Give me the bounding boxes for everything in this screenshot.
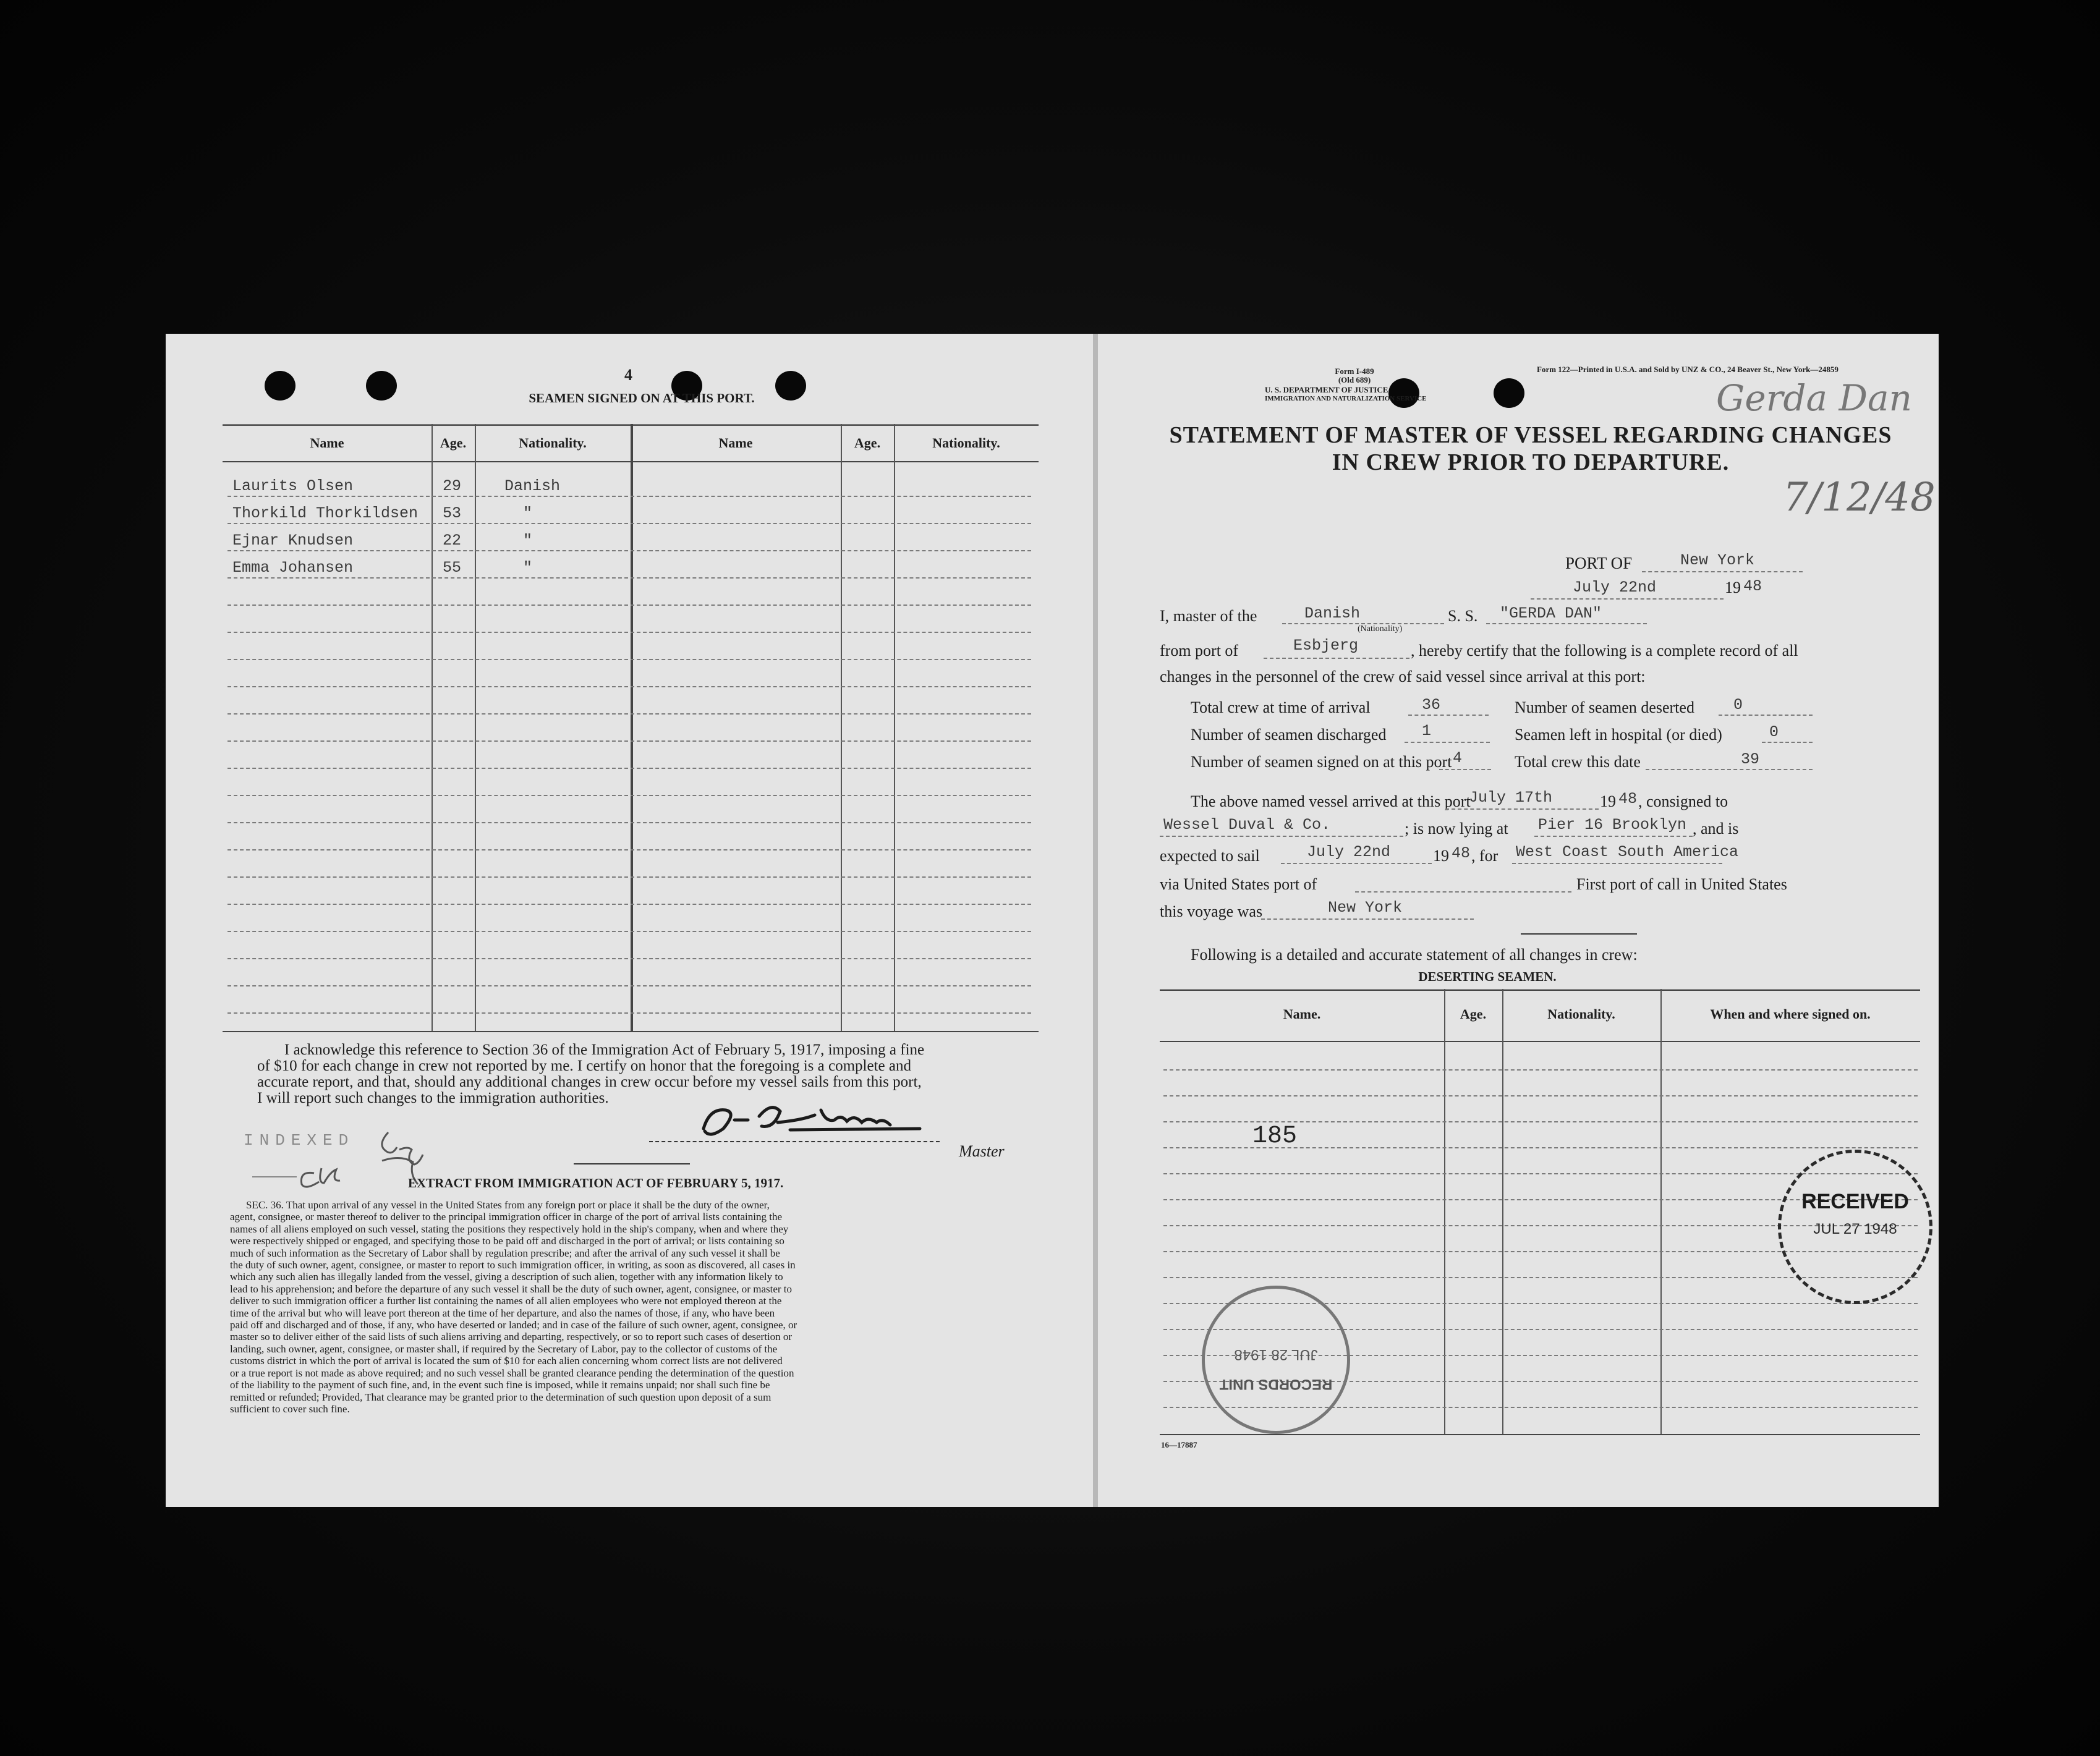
- acknowledgement-line: accurate report, and that, should any additional changes in crew occur before my vessel sails from this port,: [257, 1074, 922, 1090]
- deserted-label: Number of seamen deserted: [1515, 698, 1694, 716]
- row-rule: [227, 632, 1031, 633]
- total-crew-arrival-label: Total crew at time of arrival: [1191, 698, 1371, 716]
- page-fold: [1093, 334, 1098, 1507]
- and-is-label: , and is: [1693, 820, 1739, 838]
- acknowledgement-line: I acknowledge this reference to Section 36 of the Immigration Act of February 5, 1917, imposing a fine: [284, 1041, 925, 1058]
- column-divider: [1444, 989, 1445, 1434]
- column-divider: [894, 424, 895, 1031]
- destination-value: West Coast South America: [1516, 843, 1739, 861]
- fill-line: [1261, 918, 1474, 920]
- fill-line: [1531, 598, 1724, 600]
- section-rule: [1521, 933, 1637, 935]
- row-rule: [227, 985, 1031, 986]
- seaman-nationality: Danish: [504, 477, 561, 495]
- extract-line: paid off and discharged and of those, if any, who have deserted or landed; and in case of the failure of such owner, agent, consignee, or: [230, 1319, 797, 1331]
- column-divider: [1660, 989, 1662, 1434]
- punch-hole: [265, 371, 295, 401]
- arrived-label: The above named vessel arrived at this port: [1191, 792, 1471, 810]
- vessel-value: "GERDA DAN": [1500, 604, 1602, 622]
- form-block: [1302, 367, 1407, 384]
- extract-line: the duty of such owner, agent, consignee, or master to report to such immigration officer, in writing, as soon as discovered, all cases in: [230, 1259, 796, 1271]
- column-divider: [475, 424, 476, 1031]
- seaman-age: 22: [443, 532, 462, 549]
- row-rule: [227, 740, 1031, 742]
- row-rule: [227, 713, 1031, 715]
- row-rule: [227, 822, 1031, 823]
- row-rule: [227, 604, 1031, 606]
- stamped-number: 185: [1252, 1122, 1298, 1150]
- extract-line: or a true report is not made as above required; and no such vessel shall be granted clearance pending the determination of the question: [230, 1367, 794, 1379]
- indexed-stamp: INDEXED: [244, 1131, 355, 1150]
- acknowledgement-line: of $10 for each change in crew not reported by me. I certify on honor that the foregoing is a complete and: [257, 1058, 911, 1074]
- voyage-value: New York: [1328, 899, 1403, 917]
- row-rule: [227, 904, 1031, 905]
- total-today-label: Total crew this date: [1515, 753, 1641, 771]
- deserting-title: DESERTING SEAMEN.: [1418, 969, 1557, 984]
- fill-line: [1486, 623, 1647, 624]
- seaman-name: Emma Johansen: [232, 559, 354, 577]
- seaman-age: 29: [443, 477, 462, 495]
- fill-line: [1642, 571, 1803, 572]
- deserted-value: 0: [1733, 696, 1743, 714]
- row-rule: [227, 496, 1031, 497]
- hospital-value: 0: [1769, 723, 1779, 741]
- column-header-age: Age.: [440, 435, 467, 451]
- received-stamp-date: JUL 27 1948: [1813, 1221, 1897, 1237]
- form-number: Form I-489: [1335, 367, 1374, 376]
- page-number: 4: [624, 366, 632, 384]
- extract-line: deliver to such immigration officer a further list containing the names of all alien employees who were not employed thereon at the: [230, 1295, 782, 1307]
- column-header-age: Age.: [854, 435, 881, 451]
- extract-line: lead to his apprehension; and before the departure of any such vessel it shall be the duty of such owner, agent, consignee, or master to: [230, 1283, 793, 1295]
- fill-line: [1160, 836, 1403, 837]
- lying-label: ; is now lying at: [1405, 820, 1508, 838]
- nationality-caption: (Nationality): [1358, 624, 1403, 634]
- extract-line: landing, such owner, agent, consignee, or master shall, if required by the Secretary of Labor, pay to the collector of customs of the: [230, 1342, 778, 1355]
- via-label: via United States port of: [1160, 875, 1317, 893]
- row-rule: [227, 659, 1031, 660]
- fill-line: [1719, 715, 1813, 716]
- row-rule: [227, 768, 1031, 769]
- extract-text: [230, 1199, 797, 1415]
- nationality-value: Danish: [1304, 604, 1361, 622]
- row-rule: [227, 577, 1031, 579]
- row-rule: [227, 931, 1031, 932]
- sail-date-value: July 22nd: [1307, 843, 1391, 861]
- seaman-nationality: ": [523, 532, 533, 549]
- signed-on-value: 4: [1453, 749, 1463, 767]
- form-title: [1135, 422, 1926, 476]
- master-label: Master: [959, 1142, 1005, 1160]
- section-title: SEAMEN SIGNED ON AT THIS PORT.: [529, 391, 755, 405]
- footer-code: 16—17887: [1161, 1440, 1197, 1449]
- extract-line: sufficient to cover such fine.: [230, 1402, 350, 1415]
- title-line: STATEMENT OF MASTER OF VESSEL REGARDING CHANGES: [1169, 422, 1892, 448]
- column-header-name: Name: [718, 435, 753, 451]
- pier-value: Pier 16 Brooklyn: [1538, 816, 1687, 834]
- row-rule: [227, 550, 1031, 551]
- column-divider: [1502, 989, 1503, 1434]
- fill-line: [1405, 742, 1490, 743]
- seaman-name: Thorkild Thorkildsen: [232, 504, 419, 522]
- fill-line: [1646, 769, 1813, 770]
- row-rule: [227, 958, 1031, 959]
- row-rule: [227, 523, 1031, 524]
- extract-line: were respectively shipped or engaged, and specifying those to be paid off and discharged in the port of arrival; or lists containing so: [230, 1235, 784, 1247]
- row-rule: [227, 1012, 1031, 1014]
- received-stamp: [1778, 1150, 1932, 1304]
- agency-block: [1265, 386, 1427, 403]
- certify-text: , hereby certify that the following is a complete record of all: [1411, 642, 1798, 660]
- handwritten-date: 7/12/48: [1783, 475, 1936, 520]
- seaman-nationality: ": [523, 559, 533, 577]
- records-stamp-date: JUL 28 1948: [1234, 1346, 1318, 1363]
- column-header-nationality: Nationality.: [932, 435, 1000, 451]
- column-header-nationality: Nationality.: [1547, 1006, 1615, 1022]
- punch-hole: [366, 371, 397, 401]
- first-port-label: First port of call in United States: [1576, 875, 1787, 893]
- extract-title: EXTRACT FROM IMMIGRATION ACT OF FEBRUARY 5, 1917.: [408, 1176, 784, 1190]
- fill-line: [1355, 891, 1571, 893]
- fill-line: [1408, 715, 1489, 716]
- arrived-value: July 17th: [1469, 789, 1553, 807]
- expected-label: expected to sail: [1160, 847, 1260, 865]
- from-port-value: Esbjerg: [1293, 637, 1359, 655]
- extract-line: of the liability to the payment of such fine, and, in the event such fine is imposed, while it remains unpaid; nor shall such fine be: [230, 1379, 770, 1391]
- signed-on-label: Number of seamen signed on at this port: [1191, 753, 1452, 771]
- acknowledgement-line: I will report such changes to the immigration authorities.: [257, 1090, 609, 1106]
- year-prefix: 19: [1725, 579, 1741, 596]
- records-stamp-text: RECORDS UNIT: [1219, 1376, 1333, 1393]
- master-of-label: I, master of the: [1160, 607, 1257, 625]
- master-signature: [697, 1098, 932, 1147]
- hospital-label: Seamen left in hospital (or died): [1515, 726, 1722, 744]
- extract-line: names of all aliens employed on such vessel, stating the positions they respectively hold in the ship's company, when and where they: [230, 1223, 789, 1235]
- form-old-number: (Old 689): [1338, 375, 1371, 384]
- received-stamp-text: RECEIVED: [1801, 1190, 1909, 1213]
- total-today-value: 39: [1741, 750, 1760, 768]
- consignee-value: Wessel Duval & Co.: [1163, 816, 1331, 834]
- column-header-name: Name: [310, 435, 344, 451]
- acknowledgement-paragraph: [257, 1042, 924, 1106]
- extract-line: master so to deliver either of the said lists of such aliens arriving and departing, respectively, or so to report such cases of desertion or: [230, 1331, 793, 1343]
- discharged-value: 1: [1422, 722, 1432, 740]
- arrived-year: 48: [1618, 790, 1638, 808]
- document-spread: [166, 334, 1939, 1507]
- year-value: 48: [1743, 577, 1762, 595]
- table-header-rule: [1160, 1041, 1920, 1042]
- following-text: Following is a detailed and accurate statement of all changes in crew:: [1191, 946, 1638, 964]
- row-rule: [1163, 1095, 1918, 1096]
- column-divider: [841, 424, 842, 1031]
- fill-line: [1534, 836, 1693, 837]
- fill-line: [1281, 863, 1432, 864]
- row-rule: [227, 686, 1031, 687]
- discharged-label: Number of seamen discharged: [1191, 726, 1387, 744]
- seaman-age: 53: [443, 504, 462, 522]
- table-bottom-rule: [223, 1031, 1039, 1032]
- fill-line: [1264, 658, 1409, 659]
- fill-line: [1512, 863, 1722, 864]
- extract-line: which any such alien has illegally landed from the vessel, giving a description of such alien, together with any information likely to: [230, 1271, 783, 1283]
- fill-line: [1439, 769, 1491, 770]
- extract-rule: [574, 1163, 690, 1164]
- seaman-name: Laurits Olsen: [232, 477, 354, 495]
- department-name: U. S. DEPARTMENT OF JUSTICE: [1265, 385, 1388, 394]
- column-divider: [631, 424, 633, 1031]
- port-value: New York: [1680, 551, 1755, 569]
- printer-line: Form 122—Printed in U.S.A. and Sold by UNZ & CO., 24 Beaver St., New York—24859: [1537, 365, 1839, 374]
- column-header-age: Age.: [1460, 1006, 1487, 1022]
- extract-line: SEC. 36. That upon arrival of any vessel in the United States from any foreign port or place it shall be the duty of the owner,: [246, 1199, 770, 1211]
- table-bottom-rule: [1160, 1434, 1920, 1435]
- extract-line: customs district in which the port of arrival is located the sum of $10 for each alien concerning whom correct lists are not delivered: [230, 1355, 783, 1367]
- row-rule: [227, 795, 1031, 796]
- row-rule: [227, 849, 1031, 850]
- punch-hole: [1494, 378, 1524, 408]
- seaman-age: 55: [443, 559, 462, 577]
- service-name: IMMIGRATION AND NATURALIZATION SERVICE: [1265, 395, 1427, 402]
- title-line: IN CREW PRIOR TO DEPARTURE.: [1332, 449, 1730, 475]
- extract-line: time of the arrival but who will leave port thereon at the time of her departure, and also the names of those, if any, who have been: [230, 1307, 775, 1319]
- seaman-nationality: ": [523, 504, 533, 522]
- voyage-label: this voyage was: [1160, 902, 1263, 920]
- fill-line: [1445, 808, 1599, 810]
- column-divider: [431, 424, 433, 1031]
- changes-text: changes in the personnel of the crew of said vessel since arrival at this port:: [1160, 668, 1646, 685]
- records-stamp: [1202, 1286, 1350, 1434]
- extract-line: agent, consignee, or master thereof to deliver to the principal immigration officer in charge of the port of arrival lists containing the: [230, 1211, 782, 1223]
- extract-line: remitted or refunded; Provided, That clearance may be granted prior to the determination of such question upon deposit of a sum: [230, 1391, 772, 1403]
- fill-line: [1762, 742, 1813, 743]
- left-page: [166, 334, 1093, 1507]
- row-rule: [1163, 1069, 1918, 1071]
- seaman-name: Ejnar Knudsen: [232, 532, 354, 549]
- ss-label: S. S.: [1448, 607, 1478, 625]
- signature-line: [649, 1141, 940, 1142]
- table-top-rule: [1160, 989, 1920, 991]
- row-rule: [227, 876, 1031, 878]
- column-header-name: Name.: [1283, 1006, 1321, 1022]
- for-label: , for: [1471, 847, 1498, 865]
- sail-year: 48: [1452, 844, 1471, 862]
- extract-line: much of such information as the Secretary of Labor shall by regulation prescribe; and after the arrival of any such vessel it shall be: [230, 1247, 780, 1259]
- consigned-label: , consigned to: [1638, 792, 1728, 810]
- column-header-when-where: When and where signed on.: [1710, 1006, 1871, 1022]
- handwritten-vessel-name: Gerda Dan: [1716, 377, 1912, 419]
- from-port-label: from port of: [1160, 642, 1239, 660]
- right-page: Form I-489 (Old 689) U. S. DEPARTMENT OF JUSTICE IMMIGRATION AND NATURALIZATION SERVICE Form 122—Printed in U.S.A. and Sold by UNZ & CO., 24 Beaver St., New York—24859 Gerda Dan 7/12/48 STATEMENT OF MASTER OF VESSEL REGARDING CHANGES IN CREW PRIOR TO DEPARTURE. PORT OF New York July 22nd 19 48 I, master of the Danish (Nationality) S. S. "GERDA DAN" from port of Esbjerg , hereby certify that the following is a complete record of all changes in the personnel of the crew of said vessel since arrival at this port: Total crew at time of arrival 36 Number of seamen deserted 0 Number of seamen discharged 1 Seamen left in hospital (or died) 0 Number of seamen signed on at this port 4 Total crew this date 39 The above named vessel arrived at this port July 17th 19 48 , consigned to Wessel Duval & Co. ; is now lying at Pier 16 Brooklyn , and is expected to sail July 22nd 19 48 , for West Coast South America via United States port of First port of call in United States this voyage was New York Following is a detailed and accurate statement of all changes in crew: DESERTING SEAMEN. Name. Age. Nationality. When and where signed on. 185 16—17887 RECEIVED JUL 27 1948 RECORDS UNIT JUL 28 1948: [1098, 334, 1939, 1507]
- total-crew-arrival-value: 36: [1422, 696, 1441, 714]
- port-label: PORT OF: [1565, 554, 1633, 572]
- column-header-nationality: Nationality.: [519, 435, 587, 451]
- date-value: July 22nd: [1573, 579, 1657, 596]
